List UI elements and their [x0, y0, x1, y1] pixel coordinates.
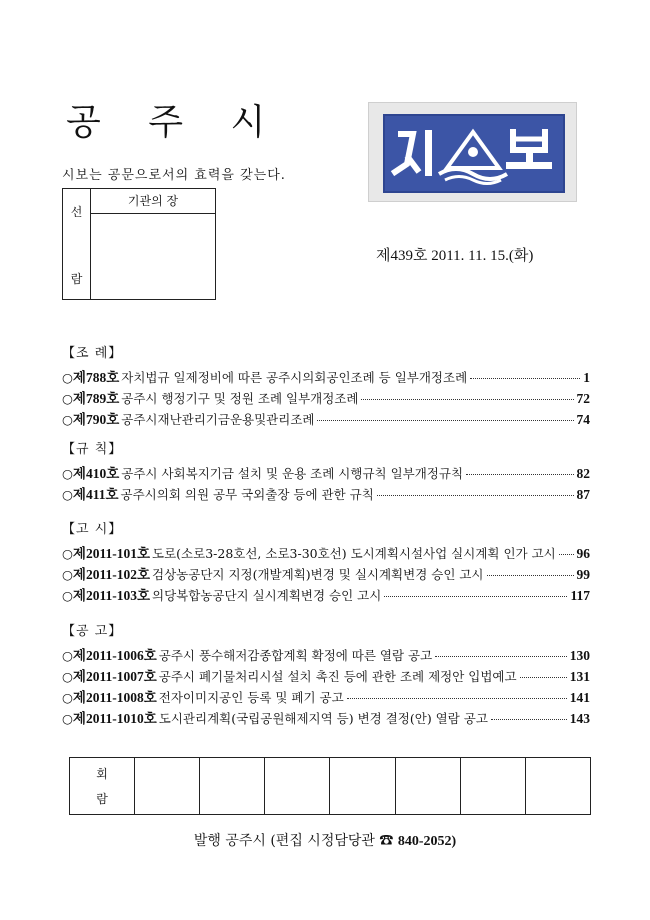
entry-title: 공주시의회 의원 공무 국외출장 등에 관한 규칙	[120, 487, 374, 502]
entry-page: 74	[576, 412, 590, 427]
section-heading: 【공 고】	[62, 624, 123, 639]
entry-title: 자치법규 일제정비에 따른 공주시의회공인조례 등 일부개정조례	[121, 370, 468, 385]
approval-box	[62, 188, 216, 300]
issue-number: 제439호 2011. 11. 15.(화)	[376, 248, 534, 264]
entry-title: 공주시재난관리기금운용및관리조례	[121, 412, 315, 427]
leader-dots	[559, 554, 574, 555]
approval-header: 기관의 장	[91, 189, 215, 214]
entry-number: 제790호	[72, 412, 120, 427]
entry-number: 제2011-101호	[72, 546, 151, 561]
entry-page: 117	[570, 588, 590, 603]
review-cell	[396, 758, 461, 814]
bullet-icon: ○	[62, 487, 73, 502]
section-announcement	[62, 620, 590, 728]
leader-dots	[466, 474, 573, 475]
list-item[interactable]	[62, 462, 590, 483]
review-cell	[265, 758, 330, 814]
publisher-footer	[0, 830, 650, 850]
bullet-icon: ○	[62, 546, 73, 561]
entry-number: 제2011-1008호	[72, 690, 157, 705]
review-cell	[526, 758, 590, 814]
list-item[interactable]	[62, 707, 590, 728]
leader-dots	[347, 698, 567, 699]
list-item[interactable]	[62, 584, 590, 605]
entry-title: 공주시 폐기물처리시설 설치 촉진 등에 관한 조례 제정안 입법예고	[158, 669, 517, 684]
entry-number: 제788호	[72, 370, 120, 385]
list-item[interactable]	[62, 644, 590, 665]
leader-dots	[520, 677, 567, 678]
bullet-icon: ○	[62, 690, 73, 705]
entry-page: 141	[569, 690, 590, 705]
entry-page: 130	[569, 648, 590, 663]
section-notice	[62, 518, 590, 605]
section-rule	[62, 438, 590, 504]
list-item[interactable]	[62, 686, 590, 707]
entry-number: 제410호	[72, 466, 120, 481]
publisher-text: 발행 공주시 (편집 시정담당관	[193, 833, 375, 849]
bullet-icon: ○	[62, 466, 73, 481]
entry-page: 143	[569, 711, 590, 726]
bullet-icon: ○	[62, 711, 73, 726]
subtitle: 시보는 공문으로서의 효력을 갖는다.	[62, 168, 286, 183]
leader-dots	[487, 575, 574, 576]
review-cell	[200, 758, 265, 814]
entry-page: 87	[576, 487, 590, 502]
entry-title: 검상농공단지 지정(개발계획)변경 및 실시계획변경 승인 고시	[152, 567, 484, 582]
section-ordinance	[62, 342, 590, 429]
list-item[interactable]	[62, 366, 590, 387]
bullet-icon: ○	[62, 370, 73, 385]
entry-number: 제789호	[72, 391, 120, 406]
page-title: 공 주 시	[66, 102, 284, 143]
bullet-icon: ○	[62, 669, 73, 684]
entry-title: 공주시 풍수해저감종합계획 확정에 따른 열람 공고	[158, 648, 433, 663]
review-label-top: 회	[96, 767, 108, 781]
list-item[interactable]	[62, 665, 590, 686]
list-item[interactable]	[62, 387, 590, 408]
entry-title: 공주시 사회복지기금 설치 및 운용 조례 시행규칙 일부개정규칙	[121, 466, 464, 481]
list-item[interactable]	[62, 408, 590, 429]
leader-dots	[435, 656, 567, 657]
bullet-icon: ○	[62, 588, 73, 603]
leader-dots	[317, 420, 573, 421]
entry-page: 1	[583, 370, 590, 385]
entry-title: 전자이미지공인 등록 및 폐기 공고	[158, 690, 344, 705]
approval-main	[91, 189, 215, 299]
entry-page: 131	[569, 669, 590, 684]
sibo-logo	[368, 102, 577, 202]
section-heading: 【고 시】	[62, 522, 123, 537]
list-item[interactable]	[62, 563, 590, 584]
entry-title: 도시관리계획(국립공원해제지역 등) 변경 결정(안) 열람 공고	[158, 711, 488, 726]
entry-number: 제2011-102호	[72, 567, 151, 582]
sibo-logo-panel	[383, 114, 565, 193]
approval-side-bottom: 람	[70, 272, 83, 286]
list-item[interactable]	[62, 483, 590, 504]
review-label-bottom: 람	[96, 792, 108, 806]
entry-title: 의당복합농공단지 실시계획변경 승인 고시	[152, 588, 382, 603]
approval-side-top: 선	[70, 205, 83, 219]
entry-page: 82	[576, 466, 590, 481]
leader-dots	[491, 719, 567, 720]
bullet-icon: ○	[62, 412, 73, 427]
leader-dots	[361, 399, 573, 400]
entry-number: 제2011-1006호	[72, 648, 157, 663]
leader-dots	[470, 378, 580, 379]
leader-dots	[377, 495, 574, 496]
entry-page: 72	[576, 391, 590, 406]
entry-page: 96	[576, 546, 590, 561]
entry-title: 공주시 행정기구 및 정원 조례 일부개정조례	[121, 391, 359, 406]
review-label	[70, 758, 135, 814]
entry-page: 99	[576, 567, 590, 582]
phone-number: 840-2052)	[397, 834, 457, 849]
entry-title: 도로(소로3-28호선, 소로3-30호선) 도시계획시설사업 실시계획 인가 고시	[152, 546, 556, 561]
sibo-logo-icon	[385, 116, 563, 191]
review-box	[69, 757, 591, 815]
section-heading: 【조 례】	[62, 346, 123, 361]
phone-icon: ☎	[379, 833, 394, 849]
entry-number: 제2011-1007호	[72, 669, 157, 684]
entry-number: 제2011-1010호	[72, 711, 157, 726]
leader-dots	[384, 596, 567, 597]
entry-number: 제411호	[72, 487, 119, 502]
section-heading: 【규 칙】	[62, 442, 123, 457]
list-item[interactable]	[62, 542, 590, 563]
bullet-icon: ○	[62, 648, 73, 663]
entry-number: 제2011-103호	[72, 588, 151, 603]
bullet-icon: ○	[62, 567, 73, 582]
review-cell	[461, 758, 526, 814]
review-cell	[135, 758, 200, 814]
bullet-icon: ○	[62, 391, 73, 406]
review-cell	[330, 758, 395, 814]
approval-side	[63, 189, 91, 299]
